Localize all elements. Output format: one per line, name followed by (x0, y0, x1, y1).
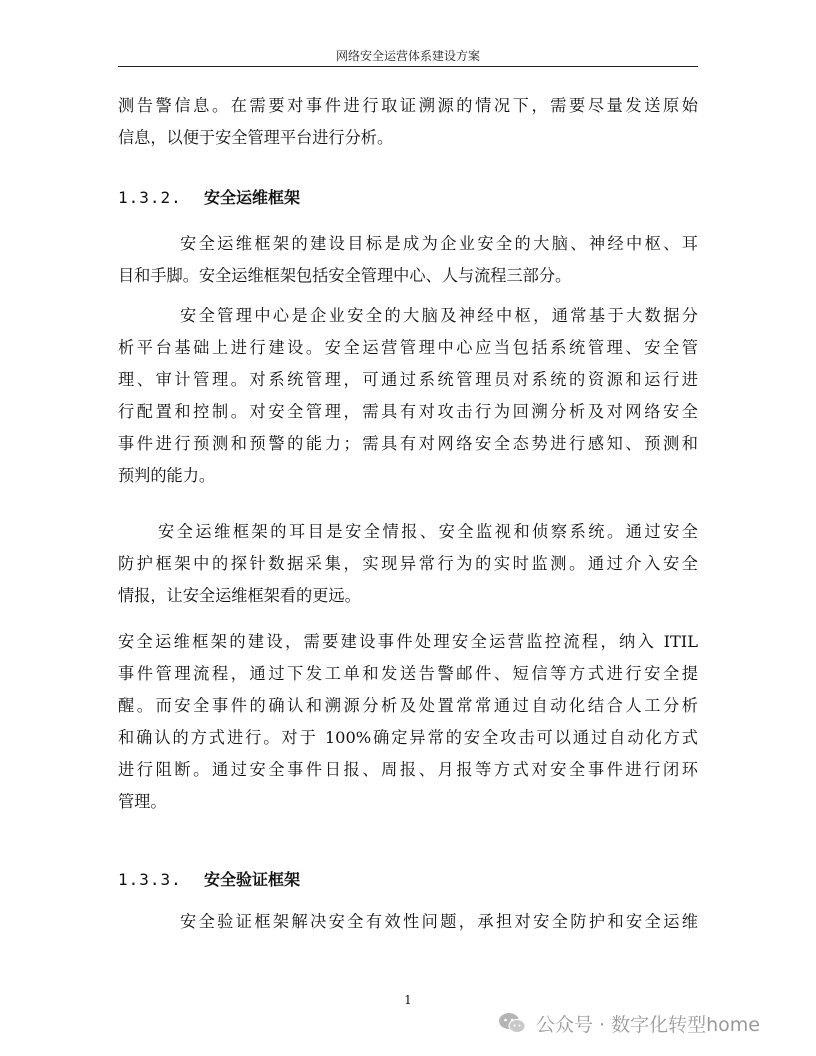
text-line: 安全运维框架的耳目是安全情报、安全监视和侦察系统。通过安全 (158, 522, 698, 541)
text-line: 防护框架中的探针数据采集，实现异常行为的实时监测。通过介入安全 (118, 554, 698, 573)
text-line: 和确认的方式进行。对于 100%确定异常的安全攻击可以通过自动化方式 (118, 728, 698, 747)
watermark (498, 1008, 760, 1038)
section-title: 安全运维框架 (204, 188, 301, 207)
paragraph-0 (118, 90, 698, 154)
paragraph-4 (118, 626, 698, 818)
text-line: 安全运维框架的建设，需要建设事件处理安全运营监控流程，纳入 ITIL (118, 632, 698, 651)
text-line: 理、审计管理。对系统管理，可通过系统管理员对系统的资源和运行进 (118, 370, 698, 389)
watermark-text: 公众号 · 数字化转型home (536, 1013, 760, 1036)
section-heading-1-3-3 (118, 864, 300, 896)
text-line: 信息，以便于安全管理平台进行分析。 (118, 128, 394, 147)
text-line: 安全管理中心是企业安全的大脑及神经中枢，通常基于大数据分 (180, 306, 698, 325)
section-number: 1.3.2. (118, 188, 182, 207)
paragraph-3 (118, 516, 698, 612)
section-heading-1-3-2 (118, 182, 300, 214)
text-line: 醒。而安全事件的确认和溯源分析及处置常常通过自动化结合人工分析 (118, 696, 698, 715)
text-line: 析平台基础上进行建设。安全运营管理中心应当包括系统管理、安全管 (118, 338, 698, 357)
text-line: 行配置和控制。对安全管理，需具有对攻击行为回溯分析及对网络安全 (118, 402, 698, 421)
paragraph-1 (118, 228, 698, 292)
text-line: 目和手脚。安全运维框架包括安全管理中心、人与流程三部分。 (118, 266, 572, 285)
text-line: 事件进行预测和预警的能力；需具有对网络安全态势进行感知、预测和 (118, 434, 698, 453)
text-line: 测告警信息。在需要对事件进行取证溯源的情况下，需要尽量发送原始 (118, 96, 698, 115)
section-title: 安全验证框架 (204, 870, 301, 889)
page-header-title: 网络安全运营体系建设方案 (335, 49, 480, 63)
text-line: 管理。 (118, 792, 167, 811)
text-line: 安全验证框架解决安全有效性问题，承担对安全防护和安全运维 (180, 912, 698, 931)
header-divider (118, 66, 698, 67)
text-line: 事件管理流程，通过下发工单和发送告警邮件、短信等方式进行安全提 (118, 664, 698, 683)
text-line: 预判的能力。 (118, 466, 216, 485)
text-line: 进行阻断。通过安全事件日报、周报、月报等方式对安全事件进行闭环 (118, 760, 698, 779)
text-line: 情报，让安全运维框架看的更远。 (118, 586, 361, 605)
text-line: 安全运维框架的建设目标是成为企业安全的大脑、神经中枢、耳 (180, 234, 698, 253)
paragraph-5 (118, 906, 698, 938)
wechat-icon (498, 1012, 526, 1034)
section-number: 1.3.3. (118, 870, 182, 889)
page-number: 1 (404, 993, 412, 1007)
paragraph-2 (118, 300, 698, 492)
